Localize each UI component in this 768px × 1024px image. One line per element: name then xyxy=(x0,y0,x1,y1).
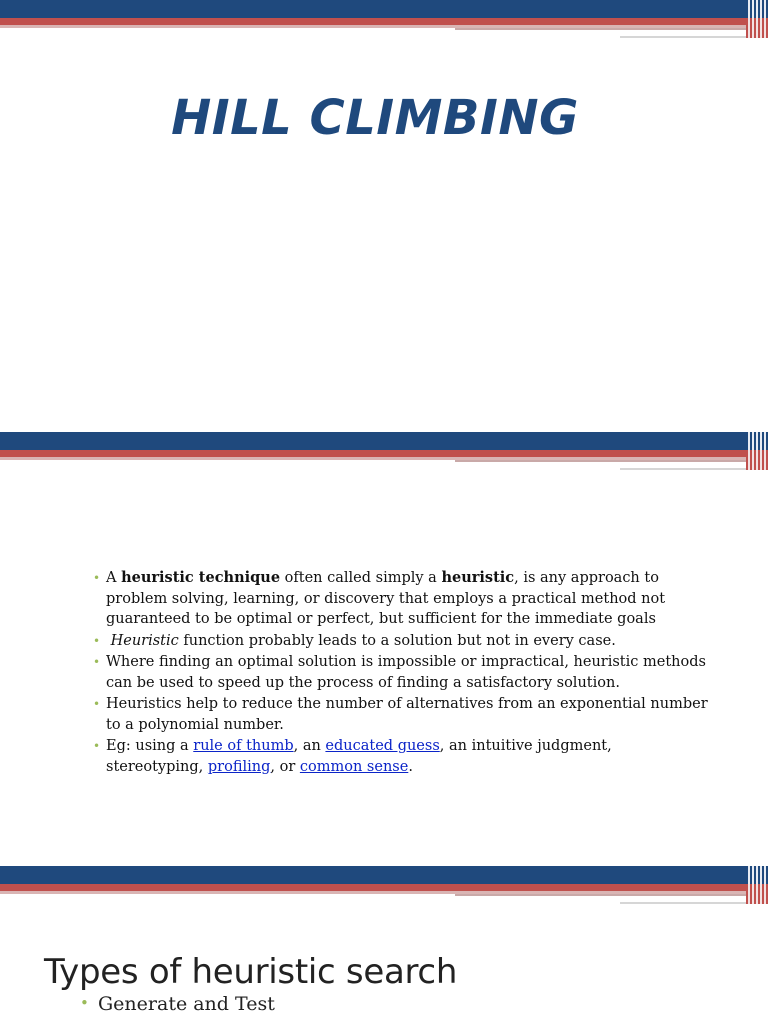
list-item: • Heuristics help to reduce the number of alternatives from an exponential number to a polynomial number. xyxy=(93,696,708,733)
bullet-icon: • xyxy=(93,655,101,669)
bullet-icon: • xyxy=(93,633,101,648)
link-rule-of-thumb[interactable]: rule of thumb xyxy=(193,738,294,754)
slide-3 xyxy=(0,866,768,1024)
bold-term: heuristic technique xyxy=(121,569,281,586)
list-item: • Generate and Test xyxy=(80,993,275,1015)
header-band xyxy=(0,432,768,472)
bullet-icon: • xyxy=(93,739,101,753)
italic-term: Heuristic xyxy=(110,632,179,649)
header-band xyxy=(0,0,768,40)
list-item: • Heuristic function probably leads to a solution but not in every case. xyxy=(93,631,713,652)
list-item: • Where finding an optimal solution is impossible or impractical, heuristic methods can be used to speed up the process of finding a satisfactory solution. xyxy=(93,654,706,691)
bullet-list xyxy=(80,993,275,1015)
slide-title: Types of heuristic search xyxy=(44,952,458,992)
header-band xyxy=(0,866,768,906)
slide-title: HILL CLIMBING xyxy=(171,90,579,146)
slide-2 xyxy=(0,432,768,866)
bullet-icon: • xyxy=(93,571,101,585)
link-common-sense[interactable]: common sense xyxy=(299,758,409,775)
slide-1 xyxy=(0,0,768,432)
bold-term: heuristic xyxy=(441,569,515,586)
bullet-icon: • xyxy=(80,994,89,1012)
link-profiling[interactable]: profiling xyxy=(207,758,271,775)
list-item: • A heuristic technique often called simply a heuristic, is any approach to problem solving, learning, or discovery that employs a practical method not guaranteed to be optimal or perfect, but sufficient for the immediate goals xyxy=(93,569,666,627)
bullet-list xyxy=(93,568,713,778)
list-item: • Eg: using a rule of thumb, an educated guess, an intuitive judgment, stereotyping, profiling, or common sense. xyxy=(93,738,612,775)
bullet-icon: • xyxy=(93,697,101,711)
link-educated-guess[interactable]: educated guess xyxy=(325,738,440,754)
